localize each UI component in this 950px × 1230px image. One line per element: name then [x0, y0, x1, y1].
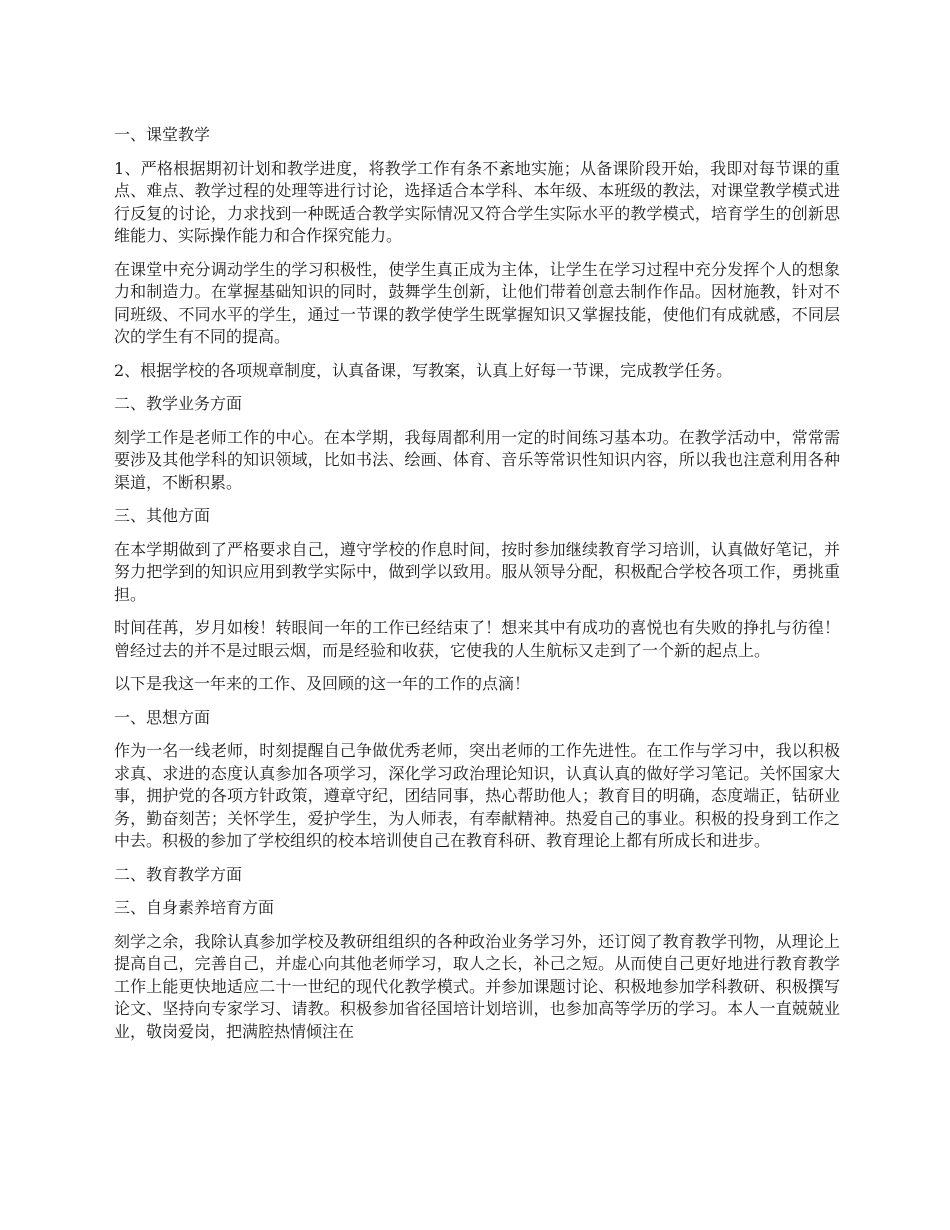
body-paragraph: 刻学工作是老师工作的中心。在本学期，我每周都利用一定的时间练习基本功。在教学活动中，常常需要涉及其他学科的知识领域，比如书法、绘画、体育、音乐等常识性知识内容，所以我也注意利用各种渠道，不断积累。 [114, 427, 840, 492]
body-paragraph: 1、严格根据期初计划和教学进度，将教学工作有条不紊地实施；从备课阶段开始，我即对每节课的重点、难点、教学过程的处理等进行讨论，选择适合本学科、本年级、本班级的教法，对课堂教学模式进行反复的讨论，力求找到一种既适合教学实际情况又符合学生实际水平的教学模式，培育学生的创新思维能力、实际操作能力和合作探究能力。 [114, 158, 840, 245]
section-heading: 一、思想方面 [114, 707, 211, 727]
body-paragraph: 2、根据学校的各项规章制度，认真备课，写教案，认真上好每一节课，完成教学任务。 [114, 360, 733, 380]
body-paragraph: 时间荏苒，岁月如梭！转眼间一年的工作已经结束了！想来其中有成功的喜悦也有失败的挣扎与彷徨！曾经过去的并不是过眼云烟，而是经验和收获，它使我的人生航标又走到了一个新的起点上。 [114, 618, 840, 660]
section-heading: 二、教学业务方面 [114, 394, 243, 413]
section-heading: 二、教育教学方面 [114, 864, 243, 884]
section-heading: 三、自身素养培育方面 [114, 898, 275, 917]
section-heading: 一、课堂教学 [114, 125, 211, 144]
body-paragraph: 在课堂中充分调动学生的学习积极性，使学生真正成为主体，让学生在学习过程中充分发挥个人的想象力和制造力。在掌握基础知识的同时，鼓舞学生创新，让他们带着创意去制作作品。因材施教，针对不同班级、不同水平的学生，通过一节课的教学使学生既掌握知识又掌握技能，使他们有成就感，不同层次的学生有不同的提高。 [114, 259, 840, 346]
body-paragraph: 刻学之余，我除认真参加学校及教研组组织的各种政治业务学习外，还订阅了教育教学刊物，从理论上提高自己，完善自己，并虚心向其他老师学习，取人之长，补己之短。从而使自己更好地进行教育教学工作上能更快地适应二十一世纪的现代化教学模式。并参加课题讨论、积极地参加学科教研、积极撰写论文、坚持向专家学习、请教。积极参加省径国培计划培训，也参加高等学历的学习。本人一直兢兢业业，敬岗爱岗，把满腔热情倾注在 [114, 931, 840, 1041]
body-paragraph: 以下是我这一年来的工作、及回顾的这一年的工作的点滴！ [114, 674, 531, 693]
body-paragraph: 在本学期做到了严格要求自己，遵守学校的作息时间，按时参加继续教育学习培训，认真做好笔记，并努力把学到的知识应用到教学实际中，做到学以致用。服从领导分配，积极配合学校各项工作，勇挑重担。 [114, 539, 840, 604]
document-page [114, 124, 840, 1054]
body-paragraph: 作为一名一线老师，时刻提醒自己争做优秀老师，突出老师的工作先进性。在工作与学习中，我以积极求真、求进的态度认真参加各项学习，深化学习政治理论知识，认真认真的做好学习笔记。关怀国家大事，拥护党的各项方针政策，遵章守纪，团结同事，热心帮助他人；教育目的明确，态度端正，钻研业务，勤奋刻苦；关怀学生，爱护学生，为人师表，有奉献精神。热爱自己的事业。积极的投身到工作之中去。积极的参加了学校组织的校本培训使自己在教育科研、教育理论上都有所成长和进步。 [114, 741, 840, 850]
section-heading: 三、其他方面 [114, 506, 211, 525]
